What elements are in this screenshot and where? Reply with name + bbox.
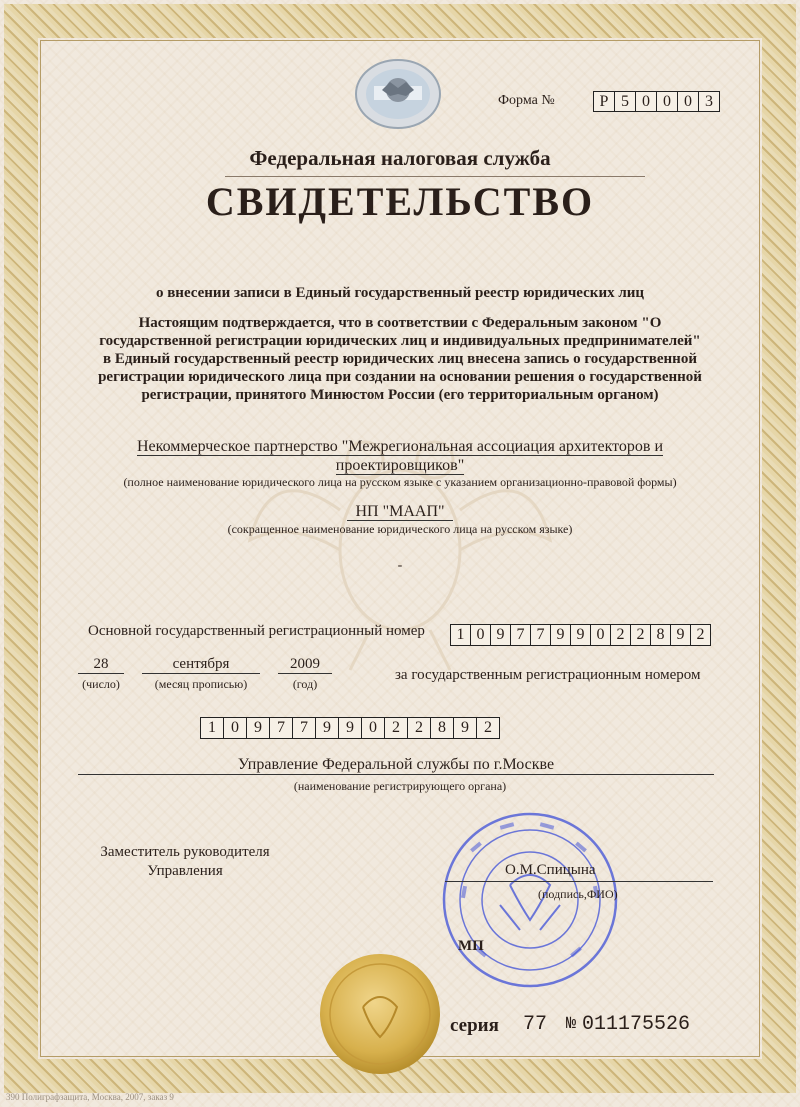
- body-line: Настоящим подтверждается, что в соответствии с Федеральным законом "О: [138, 315, 662, 331]
- body-line: государственной регистрации юридических лиц и индивидуальных предпринимателей": [99, 333, 701, 349]
- digit-cell: 0: [657, 92, 678, 111]
- digit-cell: 9: [571, 625, 591, 645]
- ogrn-label: Основной государственный регистрационный номер: [88, 623, 425, 639]
- date-month: [142, 656, 260, 692]
- digit-cell: 9: [671, 625, 691, 645]
- digit-cell: 2: [631, 625, 651, 645]
- body-paragraph: [60, 314, 740, 404]
- digit-cell: 0: [224, 718, 247, 738]
- digit-cell: 1: [201, 718, 224, 738]
- registration-number: [200, 717, 500, 739]
- document-title: СВИДЕТЕЛЬСТВО: [205, 179, 595, 224]
- digit-cell: 9: [454, 718, 477, 738]
- form-label: Форма №: [498, 93, 555, 108]
- date-year: [278, 656, 332, 692]
- registering-authority: Управление Федеральной службы по г.Москве: [78, 756, 714, 775]
- year-caption: (год): [292, 677, 318, 691]
- digit-cell: 9: [316, 718, 339, 738]
- digit-cell: 2: [385, 718, 408, 738]
- digit-cell: 2: [408, 718, 431, 738]
- position-line2: Управления: [147, 863, 223, 879]
- digit-cell: 7: [293, 718, 316, 738]
- digit-cell: 0: [471, 625, 491, 645]
- full-name-line1: Некоммерческое партнерство "Межрегиональная ассоциация архитекторов и: [136, 438, 664, 455]
- ogrn-number: [450, 624, 711, 646]
- document-subtitle: о внесении записи в Единый государственный реестр юридических лиц: [155, 285, 645, 301]
- digit-cell: 9: [247, 718, 270, 738]
- year-value: 2009: [278, 656, 332, 674]
- digit-cell: 0: [362, 718, 385, 738]
- digit-cell: 7: [511, 625, 531, 645]
- serial-number: 011175526: [582, 1013, 691, 1036]
- empty-field-dash: -: [397, 558, 403, 573]
- month-value: сентября: [142, 656, 260, 674]
- header-rule: [225, 176, 645, 177]
- state-number-label: за государственным регистрационным номером: [395, 667, 701, 683]
- digit-cell: 0: [591, 625, 611, 645]
- signature-caption: (подпись,ФИО): [538, 887, 618, 901]
- digit-cell: 2: [611, 625, 631, 645]
- authority-caption: (наименование регистрирующего органа): [293, 779, 507, 793]
- digit-cell: 9: [551, 625, 571, 645]
- digit-cell: 7: [531, 625, 551, 645]
- digit-cell: 9: [491, 625, 511, 645]
- form-code: [593, 91, 720, 112]
- body-line: регистрации, принятого Минюстом России (его территориальным органом): [141, 387, 659, 403]
- digit-cell: 5: [615, 92, 636, 111]
- digit-cell: 7: [270, 718, 293, 738]
- body-line: регистрации юридического лица при создании на основании решения о государственной: [98, 369, 702, 385]
- signatory-position: [80, 843, 290, 881]
- digit-cell: 0: [678, 92, 699, 111]
- date-day: [78, 656, 124, 692]
- month-caption: (месяц прописью): [154, 677, 248, 691]
- gold-seal: [318, 952, 442, 1076]
- signatory-name: О.М.Спицына: [505, 862, 596, 878]
- digit-cell: 8: [651, 625, 671, 645]
- digit-cell: 9: [339, 718, 362, 738]
- series-number: 77: [523, 1013, 548, 1036]
- short-name-caption: (сокращенное наименование юридического лица на русском языке): [227, 522, 573, 536]
- digit-cell: Р: [594, 92, 615, 111]
- digit-cell: 1: [451, 625, 471, 645]
- series-label: серия: [450, 1015, 499, 1036]
- digit-cell: 8: [431, 718, 454, 738]
- day-value: 28: [78, 656, 124, 674]
- digit-cell: 3: [705, 93, 713, 110]
- signature-line: [445, 881, 713, 882]
- entity-short-name: [0, 503, 800, 521]
- body-line: в Единый государственный реестр юридических лиц внесена запись о государственной: [103, 351, 697, 367]
- digit-cell: 0: [636, 92, 657, 111]
- digit-cell: 2: [484, 719, 492, 736]
- print-imprint: 390 Полиграфзащита, Москва, 2007, заказ 9: [6, 1092, 174, 1102]
- full-name-line2: проектировщиков": [335, 457, 465, 474]
- short-name-text: НП "МААП": [347, 503, 452, 521]
- day-caption: (число): [82, 677, 120, 691]
- digit-cell: 2: [696, 626, 705, 643]
- position-line1: Заместитель руководителя: [100, 844, 270, 860]
- agency-name: Федеральная налоговая служба: [249, 146, 551, 170]
- serial-no-label: №: [566, 1015, 577, 1034]
- seal-place-label: МП: [458, 938, 484, 954]
- full-name-caption: (полное наименование юридического лица на русском языке с указанием организационно-правовой формы): [123, 475, 677, 489]
- entity-full-name: [80, 437, 720, 475]
- emblem-icon: [352, 56, 444, 132]
